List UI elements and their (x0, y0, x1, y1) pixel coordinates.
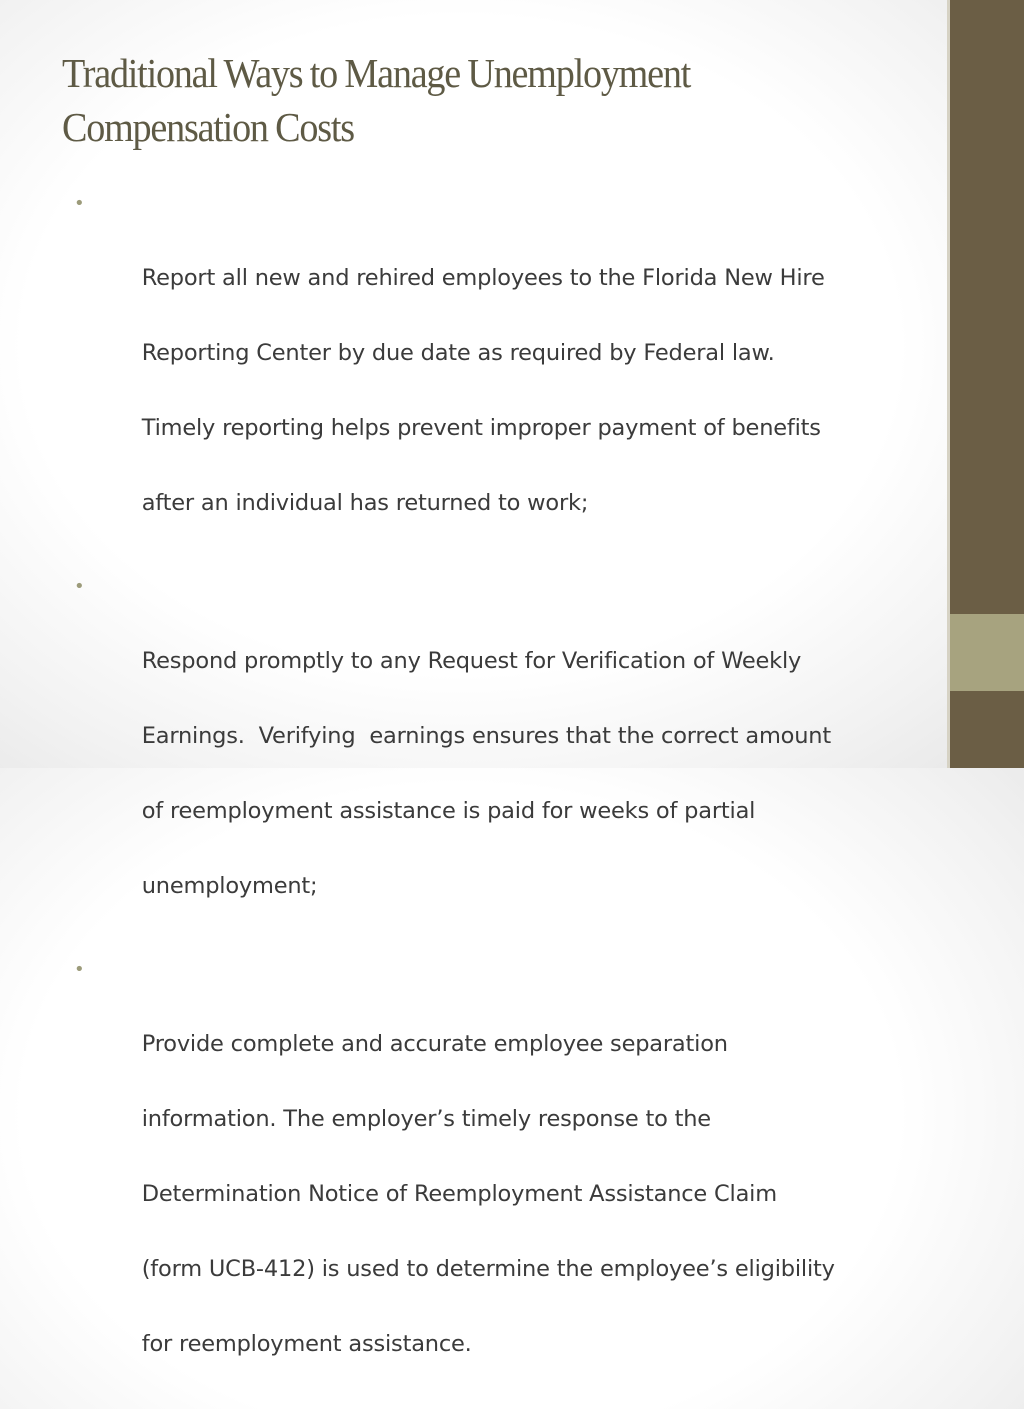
sidebar-accent-block (950, 614, 1024, 691)
bullet-line: Reporting Center by due date as required by Federal law. (141, 340, 775, 366)
bullet-list (74, 185, 904, 1409)
bullet-line: after an individual has returned to work; (141, 490, 589, 516)
decorative-sidebar (947, 0, 1024, 768)
bullet-line: for reemployment assistance. (141, 1331, 472, 1357)
bullet-line: Report all new and rehired employees to the Florida New Hire (141, 265, 825, 291)
bullet-item (74, 185, 904, 560)
bullet-line: Timely reporting helps prevent improper payment of benefits (141, 415, 821, 441)
bullet-line: Respond promptly to any Request for Verification of Weekly (141, 648, 802, 674)
bullet-line: Determination Notice of Reemployment Assistance Claim (141, 1181, 777, 1207)
bullet-dot-icon: • (74, 193, 85, 214)
bullet-item (74, 568, 904, 943)
bullet-line: (form UCB-412) is used to determine the employee’s eligibility (141, 1256, 835, 1282)
bullet-item (74, 951, 904, 1401)
slide-title (62, 46, 862, 154)
bullet-line: Earnings. Verifying earnings ensures that the correct amount (141, 723, 831, 749)
title-line: Compensation Costs (62, 104, 354, 150)
bullet-line: of reemployment assistance is paid for weeks of partial (141, 798, 756, 824)
bullet-line: unemployment; (141, 873, 318, 899)
bullet-dot-icon: • (74, 576, 85, 597)
bullet-line: Provide complete and accurate employee separation (141, 1031, 728, 1057)
title-line: Traditional Ways to Manage Unemployment (62, 50, 691, 96)
bullet-dot-icon: • (74, 959, 85, 980)
bullet-line: information. The employer’s timely response to the (141, 1106, 711, 1132)
